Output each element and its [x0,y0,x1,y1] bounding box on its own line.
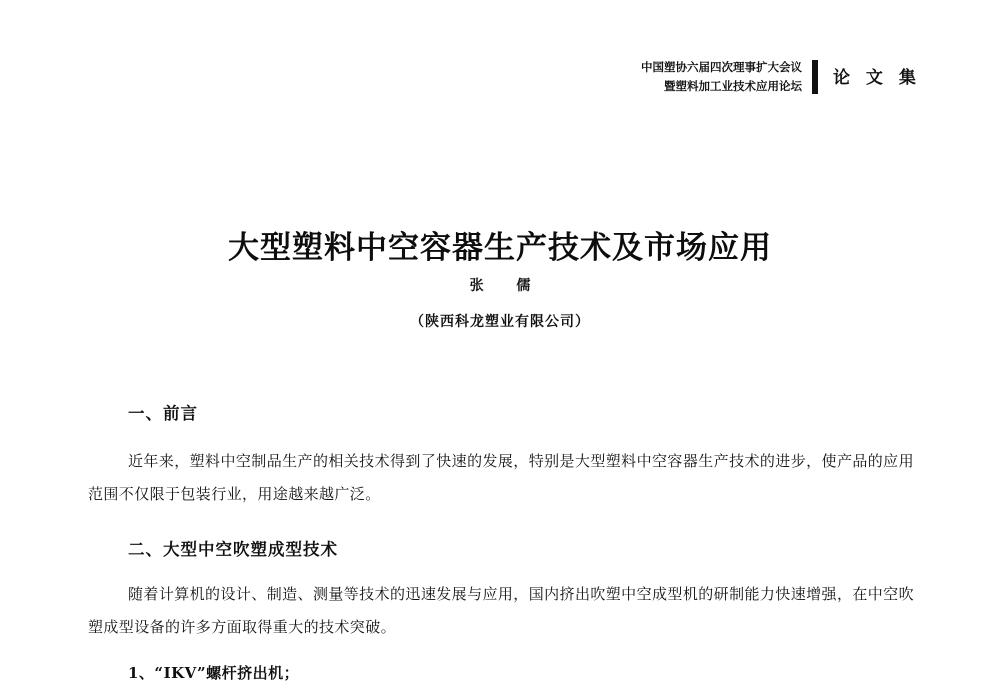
author-name: 张 儒 [469,278,545,294]
section-heading-introduction: 一、前言 [128,404,198,423]
conference-header [641,58,802,96]
section-paragraph-introduction: 近年来，塑料中空制品生产的相关技术得到了快速的发展，特别是大型塑料中空容器生产技术的进步，使产品的应用范围不仅限于包装行业，用途越来越广泛。 [88,452,914,503]
author-affiliation: （陕西科龙塑业有限公司） [410,314,590,330]
section-sub-item: 1、“IKV”螺杆挤出机； [128,664,300,682]
conference-line-1: 中国塑协六届四次理事扩大会议 [641,60,802,74]
conference-line-2: 暨塑料加工业技术应用论坛 [664,79,802,93]
section-paragraph-blow-molding: 随着计算机的设计、制造、测量等技术的迅速发展与应用，国内挤出吹塑中空成型机的研制能力快速增强，在中空吹塑成型设备的许多方面取得重大的技术突破。 [88,585,914,636]
paper-title: 大型塑料中空容器生产技术及市场应用 [228,230,772,266]
header-divider-bar [812,60,818,94]
collection-label: 论 文 集 [833,68,921,88]
section-heading-blow-molding: 二、大型中空吹塑成型技术 [128,540,338,559]
